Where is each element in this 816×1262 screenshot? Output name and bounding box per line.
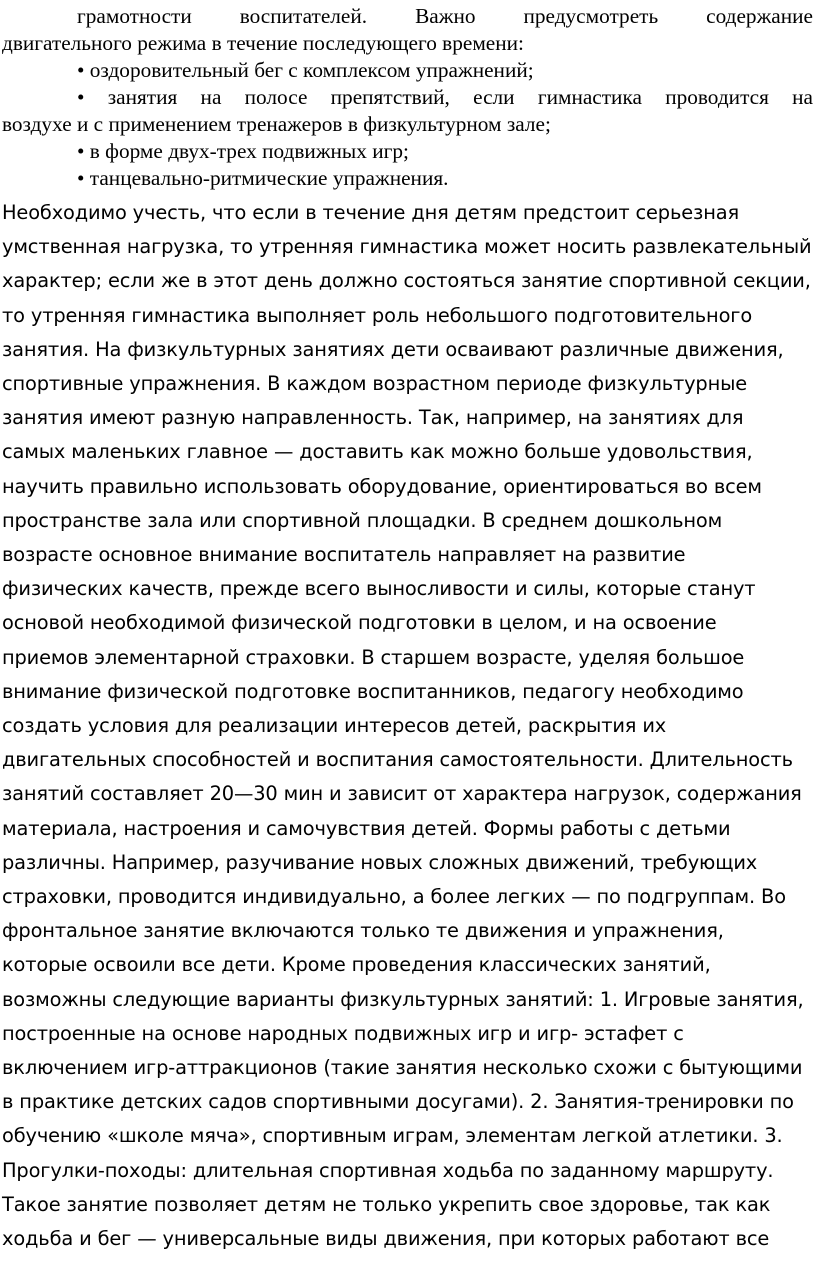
paragraph-line: Необходимо учесть, что если в течение дня детям предстоит серьезная bbox=[2, 201, 739, 224]
paragraph-line: пространстве зала или спортивной площадки. В среднем дошкольном bbox=[2, 508, 723, 532]
paragraph-line: различны. Например, разучивание новых сложных движений, требующих bbox=[2, 850, 758, 874]
paragraph-line: обучению «школе мяча», спортивным играм, элементам легкой атлетики. 3. bbox=[2, 1124, 783, 1148]
paragraph-line: двигательных способностей и воспитания самостоятельности. Длительность bbox=[2, 748, 793, 772]
paragraph-line: в практике детских садов спортивными досугами). 2. Занятия-тренировки по bbox=[2, 1090, 794, 1114]
paragraph-line: Такое занятие позволяет детям не только укрепить свое здоровье, так как bbox=[2, 1192, 771, 1216]
paragraph-line: занятий составляет 20—30 мин и зависит от характера нагрузок, содержания bbox=[2, 782, 802, 806]
body-paragraph bbox=[2, 196, 814, 1256]
paragraph-line: построенные на основе народных подвижных игр и игр- эстафет с bbox=[2, 1021, 684, 1045]
bullet-item: • занятия на полосе препятствий, если гимнастика проводится на bbox=[77, 85, 813, 109]
serif-text-section bbox=[2, 3, 813, 192]
paragraph-line: материала, настроения и самочувствия детей. Формы работы с детьми bbox=[2, 816, 731, 840]
paragraph-line: ходьба и бег — универсальные виды движения, при которых работают все bbox=[2, 1227, 770, 1251]
bullet-item: • танцевально-ритмические упражнения. bbox=[77, 166, 449, 190]
paragraph-line: то утренняя гимнастика выполняет роль небольшого подготовительного bbox=[2, 303, 753, 327]
bullet-item-continuation: воздухе и с применением тренажеров в физкультурном зале; bbox=[2, 112, 551, 136]
paragraph-line: основой необходимой физической подготовки в целом, и на освоение bbox=[2, 611, 717, 635]
paragraph-line: умственная нагрузка, то утренняя гимнастика может носить развлекательный bbox=[2, 235, 812, 259]
paragraph-line: научить правильно использовать оборудование, ориентироваться во всем bbox=[2, 474, 762, 498]
paragraph-line: создать условия для реализации интересов детей, раскрытия их bbox=[2, 714, 667, 738]
paragraph-line: возрасте основное внимание воспитатель направляет на развитие bbox=[2, 543, 686, 567]
paragraph-line: возможны следующие варианты физкультурных занятий: 1. Игровые занятия, bbox=[2, 987, 804, 1011]
paragraph-line: занятия. На физкультурных занятиях дети осваивают различные движения, bbox=[2, 337, 784, 361]
bullet-item: • оздоровительный бег с комплексом упражнений; bbox=[77, 58, 534, 82]
paragraph-line: фронтальное занятие включаются только те движения и упражнения, bbox=[2, 919, 724, 943]
paragraph-line: страховки, проводится индивидуально, а более легких — по подгруппам. Во bbox=[2, 885, 786, 909]
paragraph-line: которые освоили все дети. Кроме проведения классических занятий, bbox=[2, 953, 711, 977]
bullet-item: • в форме двух-трех подвижных игр; bbox=[77, 139, 409, 163]
paragraph-line: грамотности воспитателей. Важно предусмотреть содержание bbox=[77, 4, 813, 28]
paragraph-line: спортивные упражнения. В каждом возрастном периоде физкультурные bbox=[2, 372, 748, 396]
paragraph-line: самых маленьких главное — доставить как можно больше удовольствия, bbox=[2, 440, 753, 464]
paragraph-line: занятия имеют разную направленность. Так, например, на занятиях для bbox=[2, 406, 744, 430]
paragraph-line: двигательного режима в течение последующего времени: bbox=[2, 31, 524, 55]
paragraph-line: внимание физической подготовке воспитанников, педагогу необходимо bbox=[2, 679, 744, 703]
paragraph-line: Прогулки-походы: длительная спортивная ходьба по заданному маршруту. bbox=[2, 1158, 774, 1182]
paragraph-line: приемов элементарной страховки. В старшем возрасте, уделяя большое bbox=[2, 645, 745, 669]
paragraph-line: включением игр-аттракционов (такие занятия несколько схожи с бытующими bbox=[2, 1056, 803, 1080]
paragraph-line: физических качеств, прежде всего выносливости и силы, которые станут bbox=[2, 577, 756, 601]
paragraph-line: характер; если же в этот день должно состояться занятие спортивной секции, bbox=[2, 269, 811, 293]
